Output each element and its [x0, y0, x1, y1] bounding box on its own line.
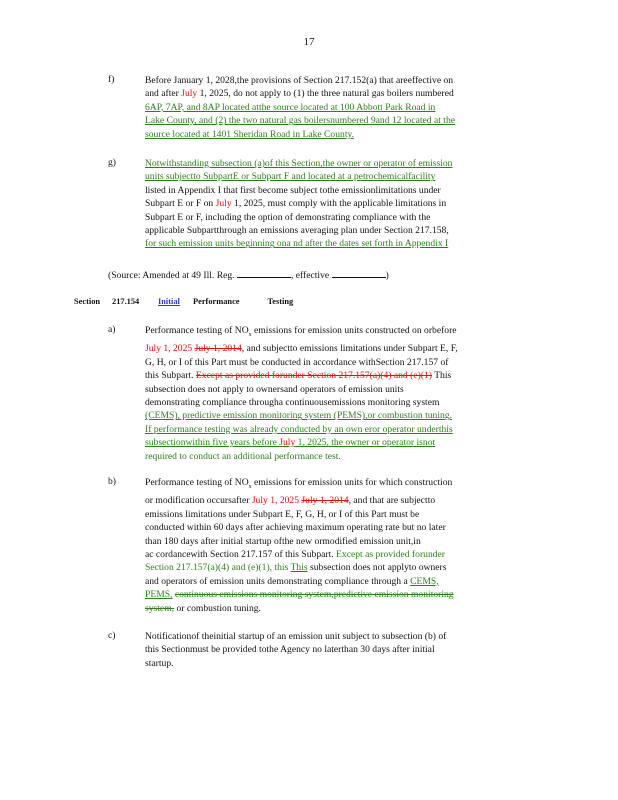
para-a-line-6: demonstrating compliance througha continuousemissions monitoring system: [145, 396, 440, 408]
para-c-line-2: this Sectionmust be provided tothe Agency no laterthan 30 days after initial: [145, 644, 435, 656]
para-f-line-1: Before January 1, 2028,the provisions of Section 217.152(a) that areeffective on: [145, 75, 454, 86]
para-b-line-7: Section 217.157(a)(4) and (e)(1), this This subsection does not applyto owners: [145, 562, 447, 574]
para-b-line-3: emissions limitations under Subpart E, F, G, H, or I of this Part must be: [145, 508, 420, 520]
para-g-line-4: Subpart E or F on July 1, 2025, must comply with the applicable limitations in: [145, 198, 447, 210]
para-c-line-3: startup.: [145, 657, 174, 669]
para-g-line-3: listed in Appendix I that first become subject tothe emissionlimitations under: [145, 184, 441, 196]
para-g-line-6: applicable Subpartthrough an emissions averaging plan under Section 217.158,: [145, 225, 449, 237]
para-g-line-7: for such emission units beginning ona nd after the dates set forth in Appendix I: [145, 238, 449, 250]
section-label: Section: [74, 297, 101, 306]
para-b-label: b): [108, 476, 116, 487]
para-g-label: g): [108, 157, 116, 168]
para-b-line-5: than 180 days after initial startup ofthe new ormodified emission unit,in: [145, 535, 421, 547]
section-number: 217.154: [112, 297, 140, 306]
para-a-line-8: If performance testing was already conducted by an own eror operator underthis: [145, 423, 453, 435]
para-a-line-1: Performance testing of $NO_x$ emissions for emission units constructed on orbefore: [145, 325, 457, 338]
para-a-line-9: subsectionwithin five years before July 1, 2025, the owner or operator isnot: [145, 437, 436, 449]
para-c: [145, 630, 545, 670]
para-c-label: c): [108, 630, 116, 641]
para-b-line-4: conducted within 60 days after achieving maximum operating rate but no later: [145, 522, 446, 534]
section-title: Performance Testing: [193, 297, 294, 306]
para-f-line-5: source located at 1401 Sheridan Road in Lake County.: [145, 128, 355, 140]
section-title-initial: Initial: [158, 297, 180, 306]
para-c-line-1: Notificationof theinitial startup of an emission unit subject to subsection (b) of: [145, 631, 447, 642]
para-g-line-1: Notwithstanding subsection (a)of this Section,the owner or operator of emission: [145, 158, 453, 169]
para-b: [145, 476, 545, 615]
para-a: [145, 324, 545, 463]
para-b-line-2: or modification occursafter July 1, 2025 July 1, 2014, and that are subjectto: [145, 495, 436, 507]
effective-date-blank: [332, 268, 386, 278]
para-f-label: f): [108, 74, 115, 85]
para-b-line-1: Performance testing of $NO_x$ emissions for emission units for which construction: [145, 477, 453, 490]
para-f: [145, 74, 545, 141]
para-g-line-2: units subjectto SubpartE or Subpart F and located at a petrochemicalfacility: [145, 171, 436, 183]
para-b-line-8: and operators of emission units demonstrating compliance through a CEMS,: [145, 575, 439, 587]
para-f-line-2: and after July 1, 2025, do not apply to (1) the three natural gas boilers numbered: [145, 88, 454, 100]
register-blank: [237, 268, 291, 278]
para-a-line-7: (CEMS), predictive emission monitoring system (PEMS),or combustion tuning.: [145, 410, 452, 422]
para-b-line-9: PEMS, continuous emissions monitoring system,predictive emission monitoring: [145, 589, 454, 601]
para-f-line-3: 6AP, 7AP, and 8AP located atthe source located at 100 Abbott Park Road in: [145, 101, 436, 113]
source-note-effective: , effective: [290, 270, 330, 281]
para-a-label: a): [108, 324, 116, 335]
para-g: [145, 157, 545, 251]
para-a-line-3: G, H, or I of this Part must be conducted in accordance withSection 217.157 of: [145, 356, 449, 368]
para-a-line-2: July 1, 2025 July 1, 2014, and subjectto emissions limitations under Subpart E, F,: [145, 343, 458, 355]
para-g-line-5: Subpart E or F, including the option of demonstrating compliance with the: [145, 211, 431, 223]
para-a-line-5: subsection does not apply to ownersand operators of emission units: [145, 383, 404, 395]
page-number: 17: [303, 36, 315, 48]
para-f-line-4: Lake County, and (2) the two natural gas boilersnumbered 9and 12 located at the: [145, 115, 456, 127]
para-a-line-10: required to conduct an additional performance test.: [145, 450, 341, 462]
source-note: (Source: Amended at 49 Ill. Reg. , effective ): [108, 270, 389, 281]
source-note-text: (Source: Amended at 49 Ill. Reg.: [108, 270, 235, 281]
para-a-line-4: this Subpart. Except as provided forunder Section 217.157(a)(4) and (e)(1) This: [145, 370, 452, 382]
para-b-line-10: system, or combustion tuning.: [145, 602, 261, 614]
para-b-line-6: ac cordancewith Section 217.157 of this Subpart. Except as provided forunder: [145, 548, 446, 560]
